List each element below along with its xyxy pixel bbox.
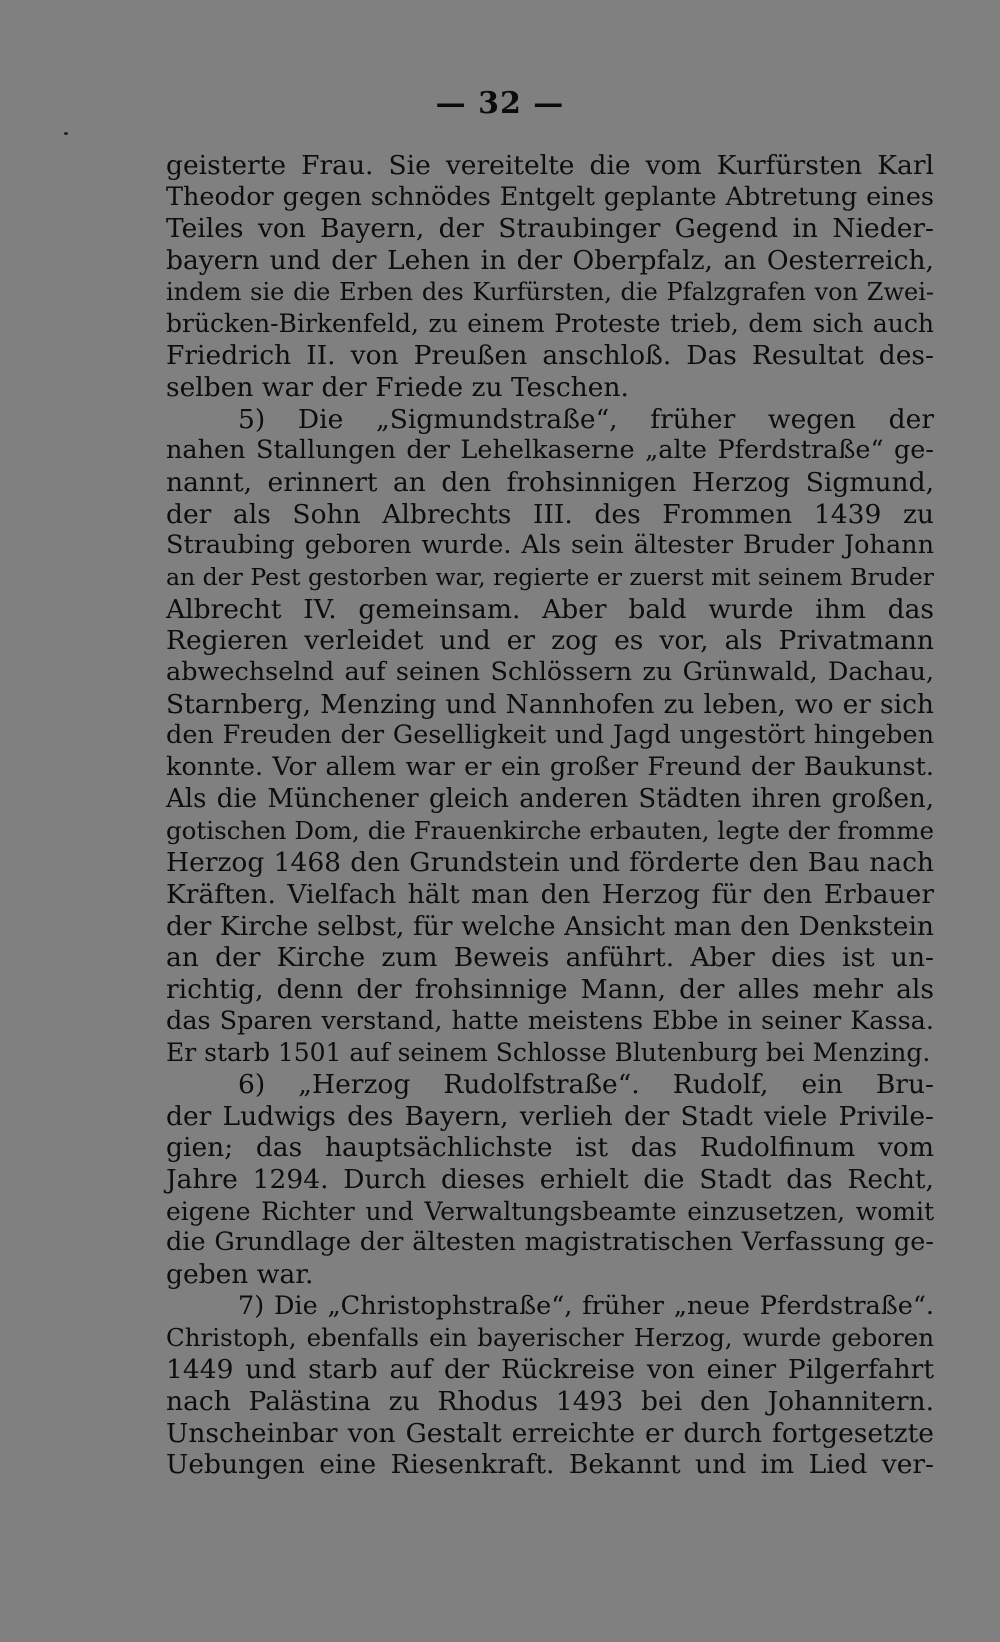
print-speck (64, 132, 68, 135)
text-line: nannt, erinnert an den frohsinnigen Herzog Sigmund, (166, 466, 934, 498)
text-line: der Ludwigs des Bayern, verlieh der Stadt viele Privile- (166, 1100, 934, 1132)
text-line: nahen Stallungen der Lehelkaserne „alte Pferdstraße“ ge- (166, 435, 934, 466)
text-line: an der Kirche zum Beweis anführt. Aber dies ist un- (166, 942, 934, 974)
text-line: bayern und der Lehen in der Oberpfalz, an Oesterreich, (166, 245, 934, 277)
text-line: den Freuden der Geselligkeit und Jagd ungestört hingeben (166, 720, 934, 751)
text-line: richtig, denn der frohsinnige Mann, der alles mehr als (166, 973, 934, 1005)
text-line: nach Palästina zu Rhodus 1493 bei den Johannitern. (166, 1385, 934, 1417)
text-line: die Grundlage der ältesten magistratischen Verfassung ge- (166, 1227, 934, 1258)
text-line: Christoph, ebenfalls ein bayerischer Herzog, wurde geboren (166, 1323, 934, 1353)
text-line: Theodor gegen schnödes Entgelt geplante Abtretung eines (166, 181, 934, 212)
text-line: Kräften. Vielfach hält man den Herzog für den Erbauer (166, 878, 934, 910)
text-line: selben war der Friede zu Teschen. (166, 371, 629, 403)
text-line: brücken-Birkenfeld, zu einem Proteste trieb, dem sich auch (166, 309, 934, 339)
text-line: Jahre 1294. Durch dieses erhielt die Stadt das Recht, (166, 1164, 934, 1195)
text-line: geisterte Frau. Sie vereitelte die vom Kurfürsten Karl (166, 150, 934, 181)
text-line: 5) Die „Sigmundstraße“, früher wegen der (238, 403, 934, 435)
text-line: Straubing geboren wurde. Als sein ältester Bruder Johann (166, 530, 934, 561)
text-line: Regieren verleidet und er zog es vor, als Privatmann (166, 625, 934, 657)
text-line: der Kirche selbst, für welche Ansicht man den Denkstein (166, 910, 934, 942)
text-line: Er starb 1501 auf seinem Schlosse Blutenburg bei Menzing. (166, 1038, 931, 1068)
text-line: 6) „Herzog Rudolfstraße“. Rudolf, ein Bru- (238, 1068, 934, 1100)
text-line: der als Sohn Albrechts III. des Frommen 1439 zu (166, 498, 934, 530)
text-line: Als die Münchener gleich anderen Städten ihren großen, (166, 783, 934, 814)
text-line: Uebungen eine Riesenkraft. Bekannt und im Lied ver- (166, 1449, 934, 1481)
text-line: abwechselnd auf seinen Schlössern zu Grünwald, Dachau, (166, 657, 934, 687)
text-line: Friedrich II. von Preußen anschloß. Das Resultat des- (166, 340, 934, 372)
text-line: Herzog 1468 den Grundstein und förderte den Bau nach (166, 847, 934, 879)
text-line: geben war. (166, 1259, 314, 1291)
text-line: Starnberg, Menzing und Nannhofen zu leben, wo er sich (166, 688, 934, 720)
text-line: eigene Richter und Verwaltungsbeamte einzusetzen, womit (166, 1196, 934, 1226)
text-line: gotischen Dom, die Frauenkirche erbauten, legte der fromme (166, 816, 934, 846)
text-line: an der Pest gestorben war, regierte er zuerst mit seinem Bruder (166, 562, 934, 591)
text-line: Unscheinbar von Gestalt erreichte er durch fortgesetzte (166, 1417, 934, 1449)
text-line: indem sie die Erben des Kurfürsten, die Pfalzgrafen von Zwei- (166, 277, 934, 306)
text-line: gien; das hauptsächlichste ist das Rudolfinum vom (166, 1132, 934, 1164)
text-line: Albrecht IV. gemeinsam. Aber bald wurde ihm das (166, 593, 934, 625)
page-number: — 32 — (435, 86, 565, 121)
text-line: 1449 und starb auf der Rückreise von einer Pilgerfahrt (166, 1354, 934, 1386)
text-line: das Sparen verstand, hatte meistens Ebbe in seiner Kassa. (166, 1005, 934, 1036)
text-line: konnte. Vor allem war er ein großer Freund der Baukunst. (166, 752, 934, 783)
text-line: 7) Die „Christophstraße“, früher „neue Pferdstraße“. (238, 1290, 934, 1321)
text-line: Teiles von Bayern, der Straubinger Gegend in Nieder- (166, 213, 934, 245)
body-text (166, 150, 934, 1481)
